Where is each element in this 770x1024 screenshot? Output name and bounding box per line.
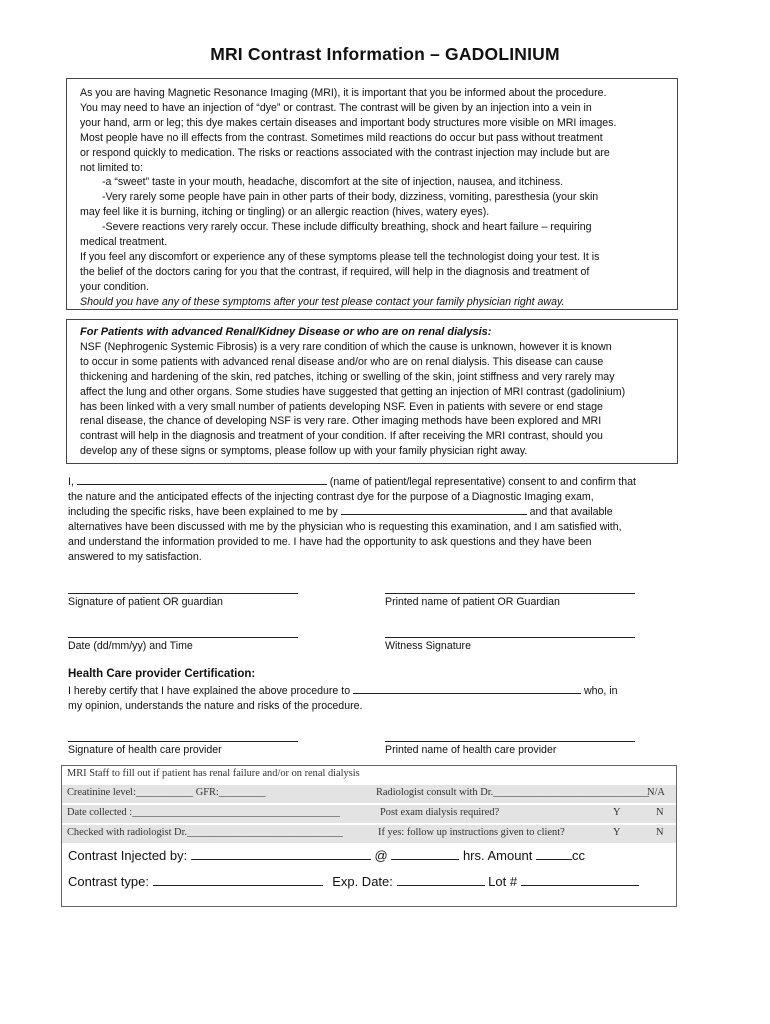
renal-line: NSF (Nephrogenic Systemic Fibrosis) is a very rare condition of which the cause is unknown, however it is known: [80, 340, 612, 353]
lot-label: Lot #: [488, 874, 518, 889]
renal-heading: For Patients with advanced Renal/Kidney Disease or who are on renal dialysis:: [80, 326, 492, 338]
post-dialysis-no[interactable]: N: [656, 807, 664, 818]
info-line: or respond quickly to medication. The risks or reactions associated with the contrast injection may include but are: [80, 146, 610, 159]
info-line: your condition.: [80, 280, 149, 293]
at-label: @: [374, 848, 388, 863]
witness-signature-line[interactable]: [385, 637, 635, 638]
reaction-item: -Severe reactions very rarely occur. These include difficulty breathing, shock and heart failure – requiring: [102, 221, 592, 234]
provider-name-line[interactable]: [385, 741, 635, 742]
exp-date-label: Exp. Date:: [332, 874, 393, 889]
date-time-line[interactable]: [68, 637, 298, 638]
hcp-text: who, in: [581, 685, 618, 697]
radiologist-consult-field[interactable]: Radiologist consult with Dr.______________________________: [376, 787, 650, 798]
consent-text: (name of patient/legal representative) consent to and confirm that: [326, 476, 637, 488]
info-line: Most people have no ill effects from the contrast. Sometimes mild reactions do occur but pass without treatment: [80, 131, 603, 144]
renal-line: contrast will help in the diagnosis and treatment of your condition. If after receiving the MRI contrast, should you: [80, 430, 603, 443]
staff-row-date: [62, 805, 676, 823]
info-line: You may need to have an injection of “dye” or contrast. The contrast will be given by an injection into a vein in: [80, 101, 592, 114]
patient-signature-label: Signature of patient OR guardian: [68, 596, 223, 608]
reaction-item-cont: medical treatment.: [80, 236, 168, 249]
hcp-line: [68, 684, 678, 699]
na-option[interactable]: N/A: [647, 787, 665, 798]
contrast-type-blank[interactable]: [153, 885, 323, 886]
info-line: not limited to:: [80, 161, 144, 174]
renal-line: renal disease, the chance of developing NSF is very rare. Other imaging methods have been explored and MRI: [80, 415, 602, 428]
consent-line: and understand the information provided to me. I have had the opportunity to ask questions and they have been: [68, 535, 592, 548]
info-line: As you are having Magnetic Resonance Imaging (MRI), it is important that you be informed about the procedure.: [80, 87, 607, 99]
renal-line: develop any of these signs or symptoms, please follow up with your family physician right away.: [80, 445, 528, 458]
post-dialysis-question: Post exam dialysis required?: [380, 807, 500, 818]
renal-line: has been linked with a very small number of patients developing NSF. Even in patients with severe or end stage: [80, 400, 603, 413]
checked-radiologist-field[interactable]: Checked with radiologist Dr.______________________________: [67, 827, 343, 838]
followup-question: If yes: follow up instructions given to client?: [378, 827, 565, 838]
date-time-label: Date (dd/mm/yy) and Time: [68, 640, 193, 652]
provider-signature-label: Signature of health care provider: [68, 744, 222, 756]
provider-signature-line[interactable]: [68, 741, 298, 742]
contrast-injected-row: [68, 848, 585, 863]
consent-line: answered to my satisfaction.: [68, 550, 202, 563]
consent-line: [68, 505, 678, 520]
info-line: the belief of the doctors caring for you that the contrast, if required, will help in the diagnosis and treatment of: [80, 265, 590, 278]
contrast-type-label: Contrast type:: [68, 874, 149, 889]
explained-by-blank[interactable]: [341, 514, 527, 515]
info-box: [66, 78, 678, 310]
renal-box: [66, 319, 678, 464]
patient-signature-line[interactable]: [68, 593, 298, 594]
patient-name-label: Printed name of patient OR Guardian: [385, 596, 560, 608]
consent-line: alternatives have been discussed with me by the physician who is requesting this examination, and I am satisfied with,: [68, 520, 622, 533]
reaction-item: -Very rarely some people have pain in other parts of their body, dizziness, vomiting, paresthesia (your skin: [102, 191, 599, 204]
creatinine-gfr-field[interactable]: Creatinine level:___________ GFR:_________: [67, 787, 266, 798]
followup-no[interactable]: N: [656, 827, 664, 838]
lot-blank[interactable]: [521, 885, 639, 886]
certified-patient-blank[interactable]: [353, 693, 581, 694]
patient-name-blank[interactable]: [77, 484, 327, 485]
patient-name-line[interactable]: [385, 593, 635, 594]
renal-line: to occur in some patients with advanced renal disease and/or who are on renal dialysis. This disease can cause: [80, 355, 604, 368]
renal-line: affect the lung and other organs. Some studies have suggested that getting an injection of MRI contrast (gadolinium): [80, 385, 626, 398]
contrast-type-row: [68, 874, 639, 889]
cc-label: cc: [571, 848, 585, 863]
info-italic-note: Should you have any of these symptoms after your test please contact your family physician right away.: [80, 295, 565, 308]
hcp-line: my opinion, understands the nature and risks of the procedure.: [68, 699, 363, 712]
info-line: your hand, arm or leg; this dye makes certain diseases and important body structures more visible on MRI images.: [80, 116, 617, 129]
consent-text: and that available: [526, 505, 613, 518]
hcp-text: I hereby certify that I have explained the above procedure to: [68, 685, 354, 697]
mri-staff-box: [61, 765, 677, 907]
followup-yes[interactable]: Y: [613, 827, 621, 838]
hcp-certification-heading: Health Care provider Certification:: [68, 668, 256, 680]
date-collected-field[interactable]: Date collected :________________________________________: [67, 807, 341, 818]
consent-text: including the specific risks, have been explained to me by: [68, 505, 341, 518]
staff-row-creatinine: [62, 785, 676, 803]
provider-name-label: Printed name of health care provider: [385, 744, 557, 756]
page-title: MRI Contrast Information – GADOLINIUM: [210, 44, 560, 64]
staff-header: MRI Staff to fill out if patient has renal failure and/or on renal dialysis: [67, 768, 360, 779]
consent-text: I,: [68, 476, 77, 488]
reaction-item-cont: may feel like it is burning, itching or tingling) or an allergic reaction (hives, watery eyes).: [80, 206, 490, 219]
hcp-certification-text: [68, 684, 678, 714]
staff-row-checked: [62, 825, 676, 843]
reaction-item: -a “sweet” taste in your mouth, headache, discomfort at the site of injection, nausea, and itchiness.: [102, 176, 564, 189]
amount-blank[interactable]: [536, 859, 572, 860]
post-dialysis-yes[interactable]: Y: [613, 807, 621, 818]
exp-date-blank[interactable]: [397, 885, 485, 886]
info-line: If you feel any discomfort or experience any of these symptoms please tell the technologist doing your test. It is: [80, 250, 600, 263]
staff-header-row: [62, 766, 676, 784]
consent-paragraph: [68, 475, 678, 564]
injected-by-blank[interactable]: [191, 859, 371, 860]
injection-time-blank[interactable]: [391, 859, 459, 860]
witness-signature-label: Witness Signature: [385, 640, 471, 652]
hrs-amount-label: hrs. Amount: [462, 848, 533, 863]
contrast-injected-label: Contrast Injected by:: [68, 848, 188, 863]
renal-line: thickening and hardening of the skin, red patches, itching or swelling of the skin, joint stiffness and very rarely may: [80, 370, 615, 383]
consent-line: the nature and the anticipated effects of the injecting contrast dye for the purpose of a Diagnostic Imaging exam,: [68, 490, 594, 503]
consent-line: [68, 475, 678, 490]
